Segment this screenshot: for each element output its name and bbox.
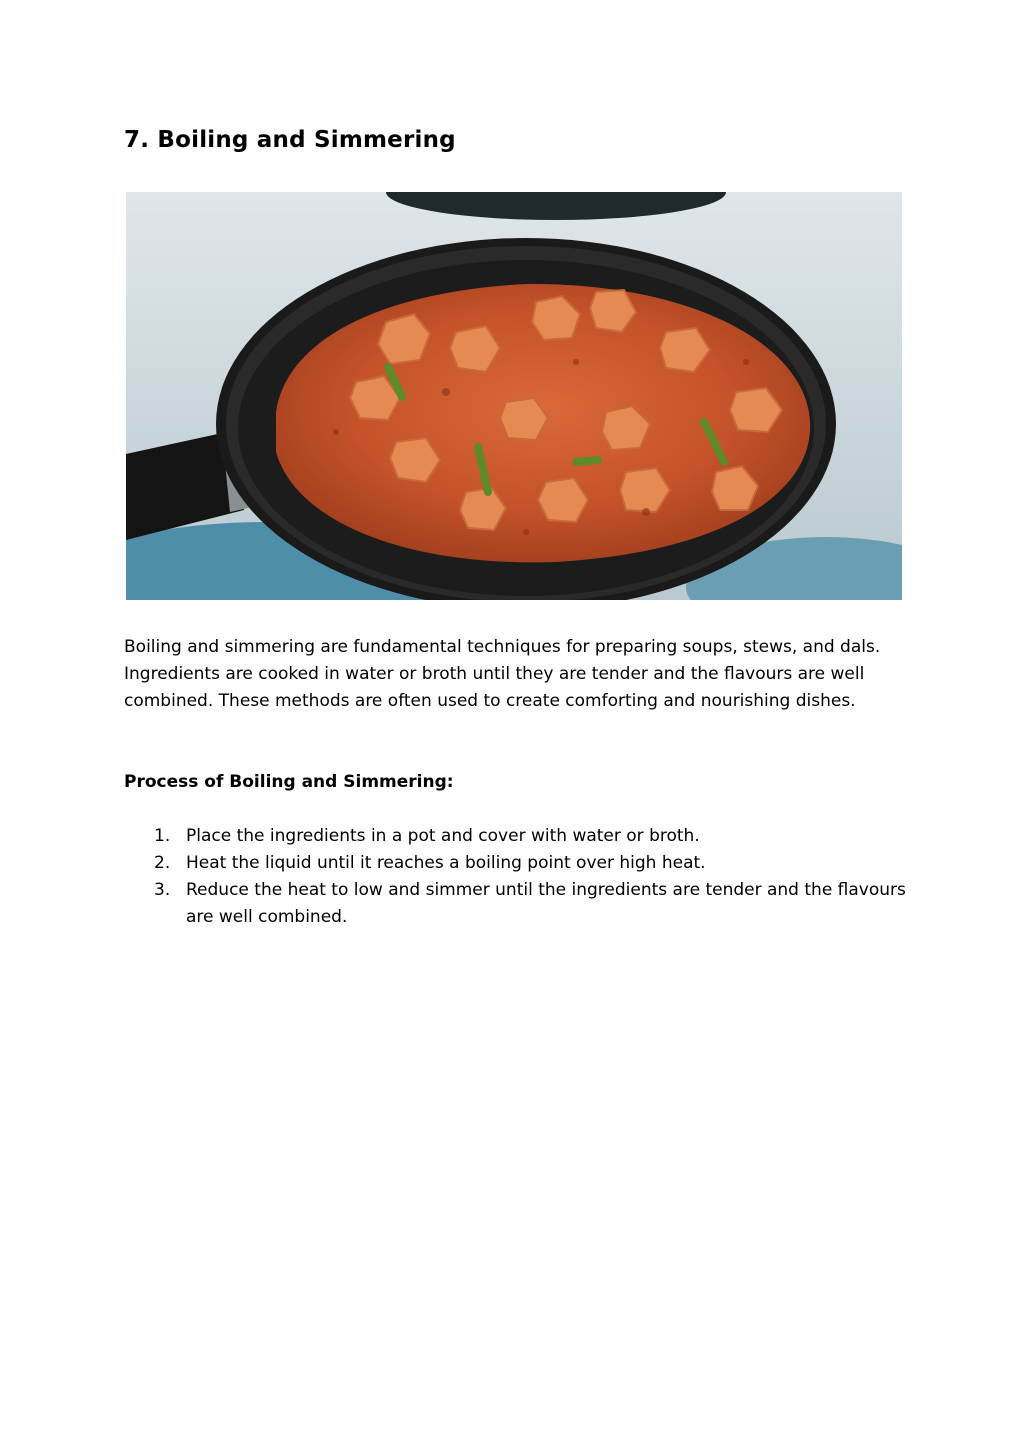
section-title: Boiling and Simmering [157,127,456,153]
step-number: 2. [154,853,171,873]
section-number: 7. [124,127,150,153]
process-step [124,850,914,877]
process-step [124,823,914,850]
process-steps-list [124,823,914,931]
step-text: Reduce the heat to low and simmer until the ingredients are tender and the flavours are well combined. [186,880,906,927]
process-step [124,877,914,931]
step-number: 3. [154,880,171,900]
curry-pan-photo [126,192,902,600]
process-heading: Process of Boiling and Simmering: [124,772,454,792]
step-number: 1. [154,826,171,846]
step-text: Heat the liquid until it reaches a boiling point over high heat. [186,853,706,873]
step-text: Place the ingredients in a pot and cover with water or broth. [186,826,700,846]
intro-paragraph: Boiling and simmering are fundamental techniques for preparing soups, stews, and dals. Ingredients are cooked in water or broth until they are tender and the flavours are well combined. These methods are often used to create comforting and nourishing dishes. [124,637,881,711]
section-heading [124,124,456,156]
